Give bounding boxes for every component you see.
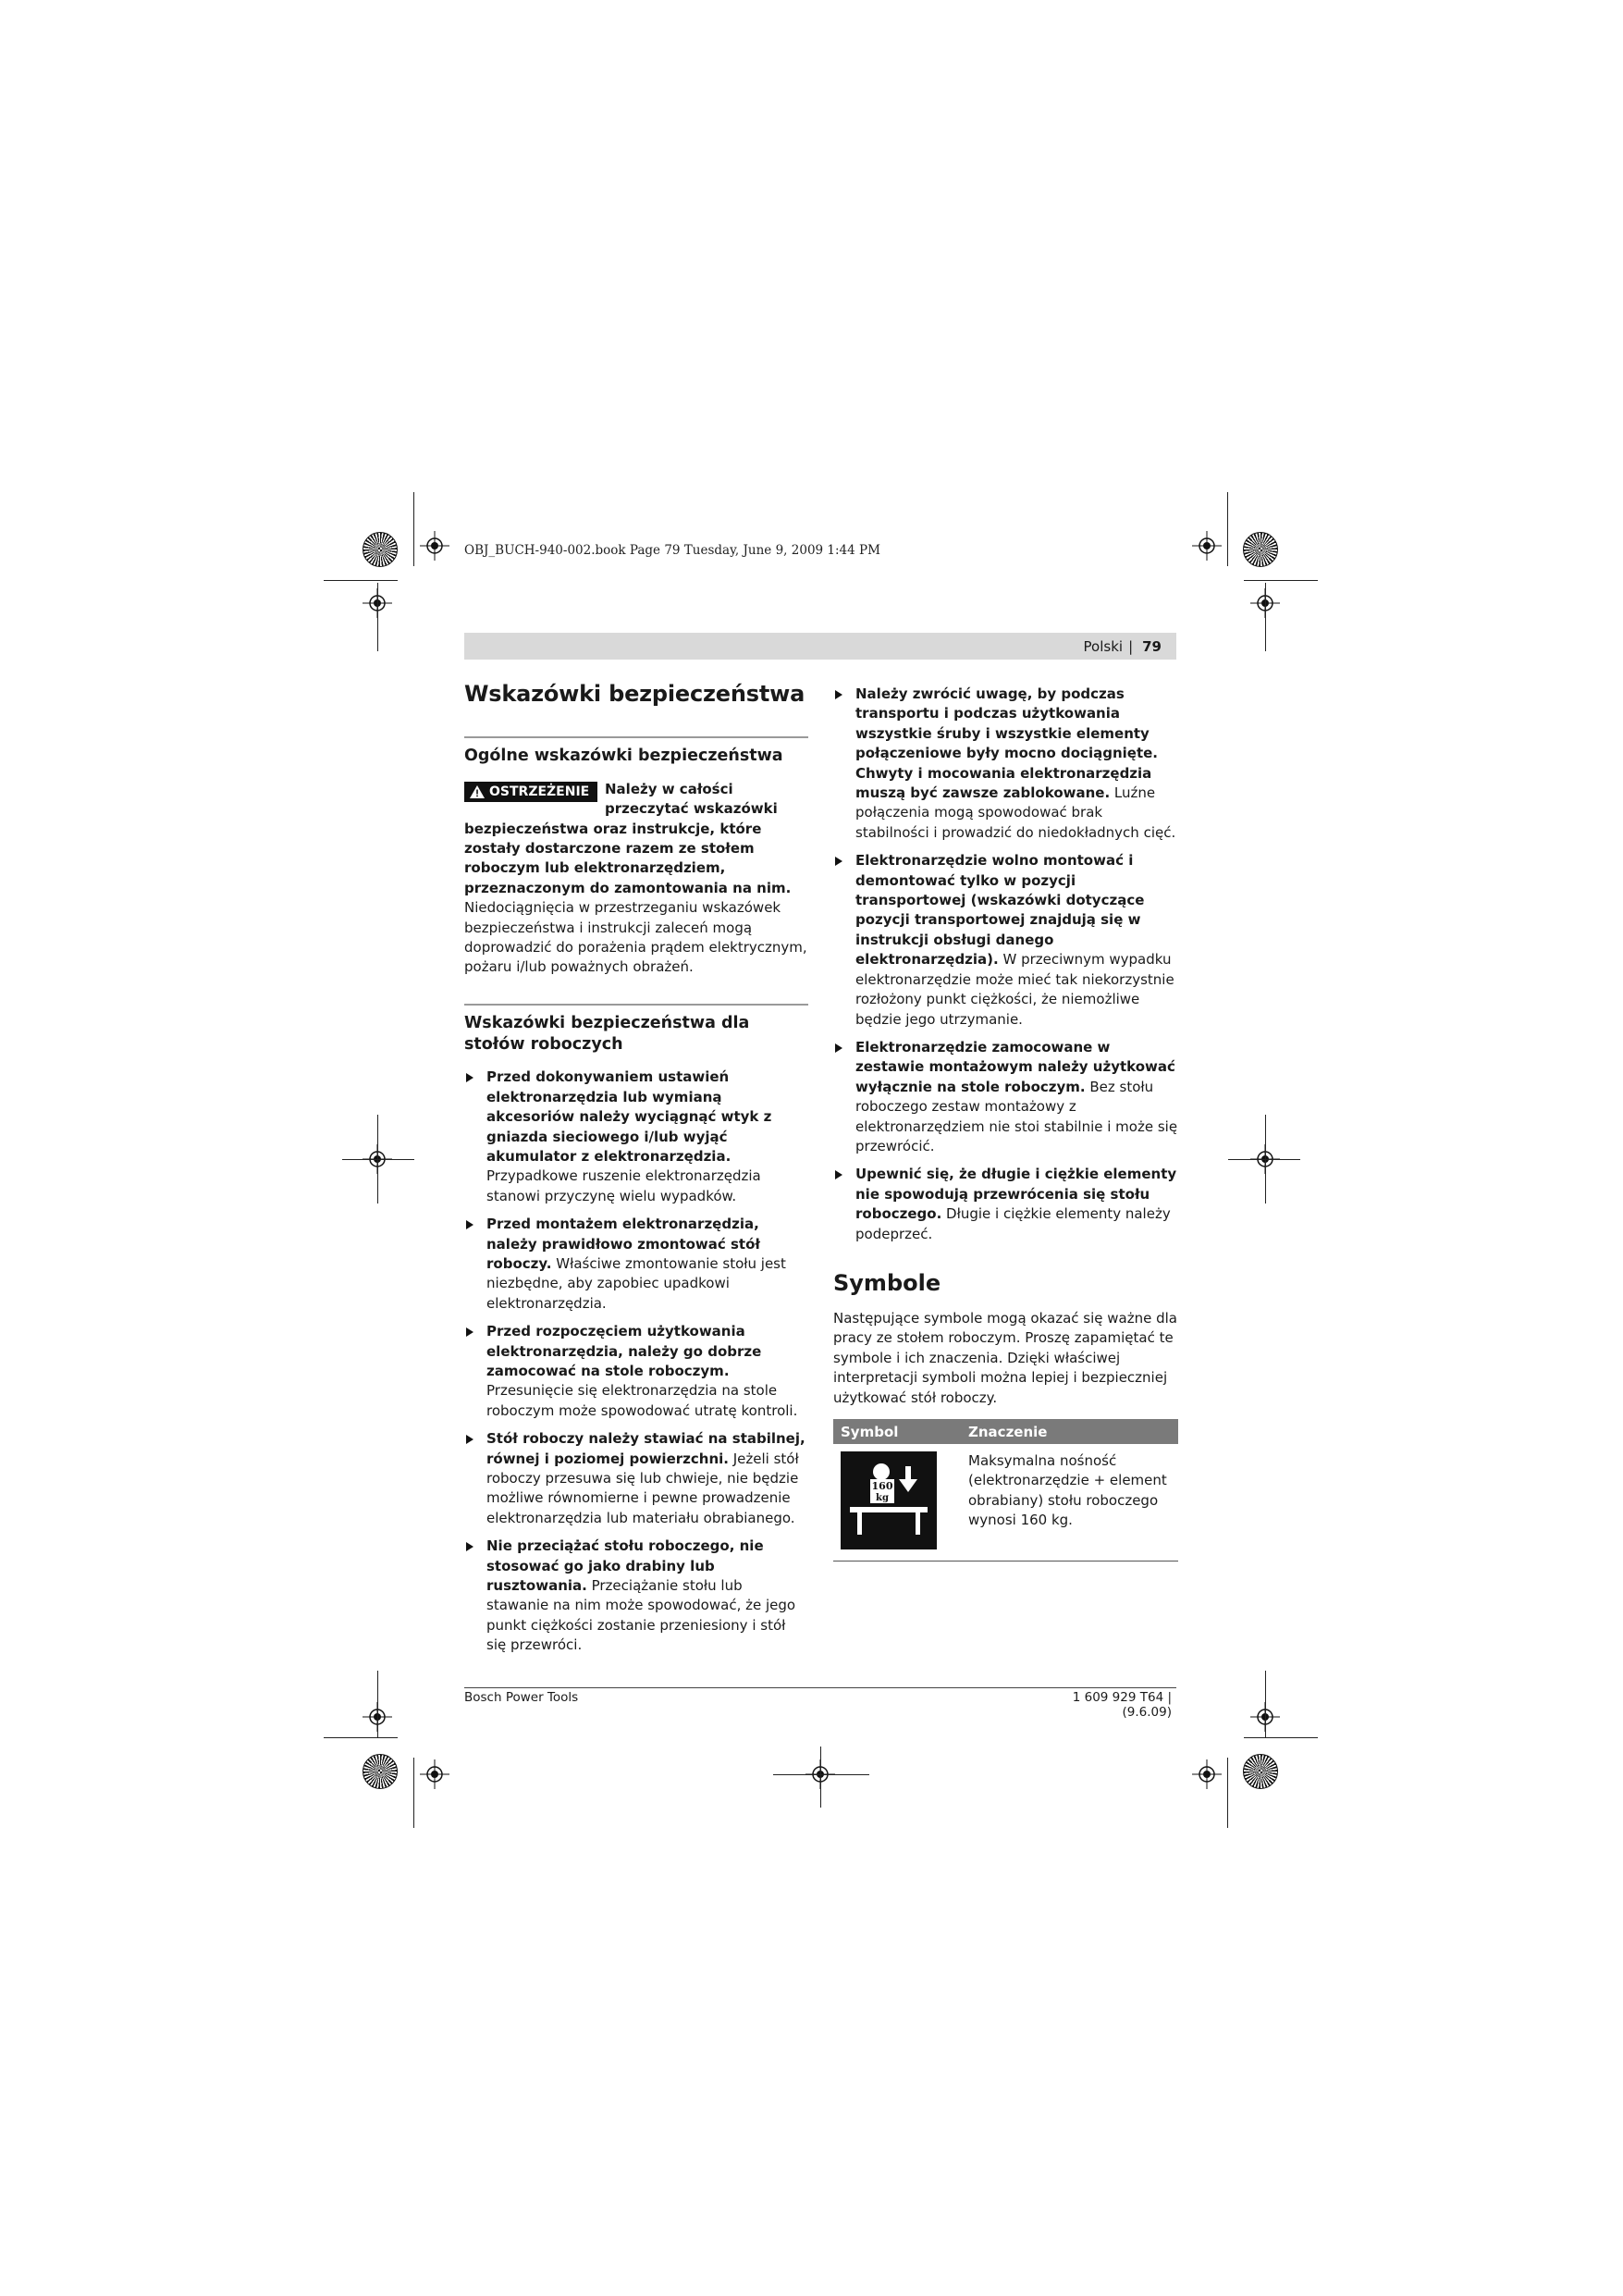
item-bold-text: Przed rozpoczęciem użytkowania elektronarzędzia, należy go dobrze zamocować na stole roboczym. — [486, 1323, 762, 1379]
color-rosette-icon — [1243, 1754, 1278, 1789]
page-title: Wskazówki bezpieczeństwa — [464, 681, 805, 707]
table-safety-list — [464, 1068, 808, 1655]
bullet-arrow-icon — [466, 1435, 473, 1444]
registration-mark-icon — [1192, 531, 1222, 561]
list-item — [464, 1068, 808, 1206]
item-text: W przeciwnym wypadku elektronarzędzie może mieć tak niekorzystnie rozłożony punkt ciężkości, że niemożliwe będzie jego utrzymanie. — [855, 951, 1174, 1028]
warning-paragraph — [464, 780, 808, 978]
list-item — [833, 851, 1180, 1030]
item-text: Przeciążanie stołu lub stawanie na nim może spowodować, że jego punkt ciężkości zostanie przeniesiony i stół się przewróci. — [486, 1577, 796, 1654]
color-rosette-icon — [363, 1754, 398, 1789]
list-item — [833, 1165, 1180, 1244]
section-heading-tables: Wskazówki bezpieczeństwa dla stołów roboczych — [464, 1004, 808, 1055]
footer-brand: Bosch Power Tools — [464, 1690, 579, 1705]
bullet-arrow-icon — [835, 690, 842, 699]
list-item — [464, 1429, 808, 1528]
right-column — [833, 685, 1180, 1562]
item-text: Długie i ciężkie elementy należy podeprzeć. — [855, 1205, 1171, 1242]
band-separator: | — [1128, 637, 1134, 655]
bullet-arrow-icon — [466, 1327, 473, 1337]
page-number: 79 — [1142, 637, 1162, 655]
symbol-cell — [833, 1444, 961, 1562]
symbols-table — [833, 1419, 1178, 1562]
symbols-title: Symbole — [833, 1269, 941, 1296]
bullet-arrow-icon — [466, 1542, 473, 1551]
bullet-arrow-icon — [466, 1220, 473, 1229]
column-header-meaning: Znaczenie — [961, 1419, 1178, 1444]
item-bold-text: Należy zwrócić uwagę, by podczas transportu i podczas użytkowania wszystkie śruby i wszystkie elementy połączeniowe były mocno dociągnięte. Chwyty i mocowania elektronarzędzia muszą być zawsze zablokowane. — [855, 685, 1158, 802]
bullet-arrow-icon — [466, 1073, 473, 1082]
left-column — [464, 681, 808, 1664]
registration-mark-icon — [420, 531, 449, 561]
warning-text — [464, 780, 808, 978]
bullet-arrow-icon — [835, 1043, 842, 1053]
item-bold-text: Upewnić się, że długie i ciężkie elementy nie spowodują przewrócenia się stołu roboczego. — [855, 1166, 1177, 1223]
item-bold-text: Nie przeciążać stołu roboczego, nie stosować go jako drabiny lub rusztowania. — [486, 1537, 764, 1595]
list-item — [833, 1038, 1180, 1156]
load-unit-text: kg — [876, 1493, 889, 1503]
item-text: Bez stołu roboczego zestaw montażowy z elektronarzędziem nie stoi stabilnie i może się przewrócić. — [855, 1078, 1178, 1154]
item-text: Przesunięcie się elektronarzędzia na stole roboczym może spowodować utratę kontroli. — [486, 1382, 798, 1419]
registration-mark-icon — [1192, 1759, 1222, 1789]
file-header: OBJ_BUCH-940-002.book Page 79 Tuesday, June 9, 2009 1:44 PM — [464, 543, 880, 558]
item-bold-text: Elektronarzędzie zamocowane w zestawie montażowym należy użytkować wyłącznie na stole roboczym. — [855, 1038, 1175, 1095]
warning-label: OSTRZEŻENIE — [489, 784, 590, 799]
item-bold-text: Przed dokonywaniem ustawień elektronarzędzia lub wymianą akcesoriów należy wyciągnąć wtyk z gniazda sieciowego i/lub wyjąć akumulator z elektronarzędzia. — [486, 1068, 772, 1165]
max-load-160kg-icon — [841, 1451, 937, 1549]
item-text: Właściwe zmontowanie stołu jest niezbędne, aby zapobiec upadkowi elektronarzędzia. — [486, 1254, 786, 1312]
warning-bold-text: Należy w całości przeczytać wskazówki bezpieczeństwa oraz instrukcje, które zostały dostarczone razem ze stołem roboczym lub elektronarzędziem, przeznaczonym do zamontowania na nim. — [464, 780, 792, 896]
list-item — [464, 1215, 808, 1314]
bullet-arrow-icon — [835, 857, 842, 866]
item-text: Luźne połączenia mogą spowodować brak stabilności i prowadzić do niedokładnych cięć. — [855, 784, 1176, 841]
list-item — [464, 1322, 808, 1421]
list-item — [464, 1537, 808, 1655]
section-heading-general: Ogólne wskazówki bezpieczeństwa — [464, 736, 808, 767]
item-text: Jeżeli stół roboczy przesuwa się lub chwieje, nie będzie możliwe równomierne i pewne prowadzenie elektronarzędzia lub materiału obrabianego. — [486, 1450, 799, 1526]
color-rosette-icon — [363, 532, 398, 567]
load-value-text: 160 — [871, 1480, 893, 1492]
warning-normal-text: Niedociągnięcia w przestrzeganiu wskazówek bezpieczeństwa i instrukcji zaleceń mogą doprowadzić do porażenia prądem elektrycznym, pożaru i/lub poważnych obrażeń. — [464, 899, 807, 976]
column-header-symbol: Symbol — [833, 1419, 961, 1444]
item-bold-text: Stół roboczy należy stawiać na stabilnej, równej i poziomej powierzchni. — [486, 1430, 805, 1467]
meaning-cell: Maksymalna nośność (elektronarzędzie + element obrabiany) stołu roboczego wynosi 160 kg. — [961, 1444, 1178, 1562]
item-bold-text: Elektronarzędzie wolno montować i demontować tylko w pozycji transportowej (wskazówki dotyczące pozycji transportowej znajdują się w instrukcji obsługi danego elektronarzędzia). — [855, 852, 1145, 969]
item-bold-text: Przed montażem elektronarzędzia, należy prawidłowo zmontować stół roboczy. — [486, 1216, 760, 1272]
symbols-intro: Następujące symbole mogą okazać się ważne dla pracy ze stołem roboczym. Proszę zapamiętać te symbole i ich znaczenia. Dzięki właściwej interpretacji symboli można lepiej i bezpieczniej użytkować stół roboczy. — [833, 1309, 1177, 1406]
language-page-band — [464, 633, 1176, 660]
bullet-arrow-icon — [835, 1170, 842, 1179]
language-label: Polski — [1083, 637, 1124, 655]
footer-divider — [464, 1687, 1176, 1688]
item-text: Przypadkowe ruszenie elektronarzędzia stanowi przyczynę wielu wypadków. — [486, 1167, 761, 1204]
warning-badge — [464, 782, 597, 802]
table-row — [833, 1444, 1178, 1562]
footer-docnumber: 1 609 929 T64 | (9.6.09) — [1072, 1690, 1172, 1720]
warning-triangle-icon — [470, 785, 485, 798]
table-safety-list-continued — [833, 685, 1180, 1244]
color-rosette-icon — [1243, 532, 1278, 567]
list-item — [833, 685, 1180, 843]
registration-mark-icon — [420, 1759, 449, 1789]
